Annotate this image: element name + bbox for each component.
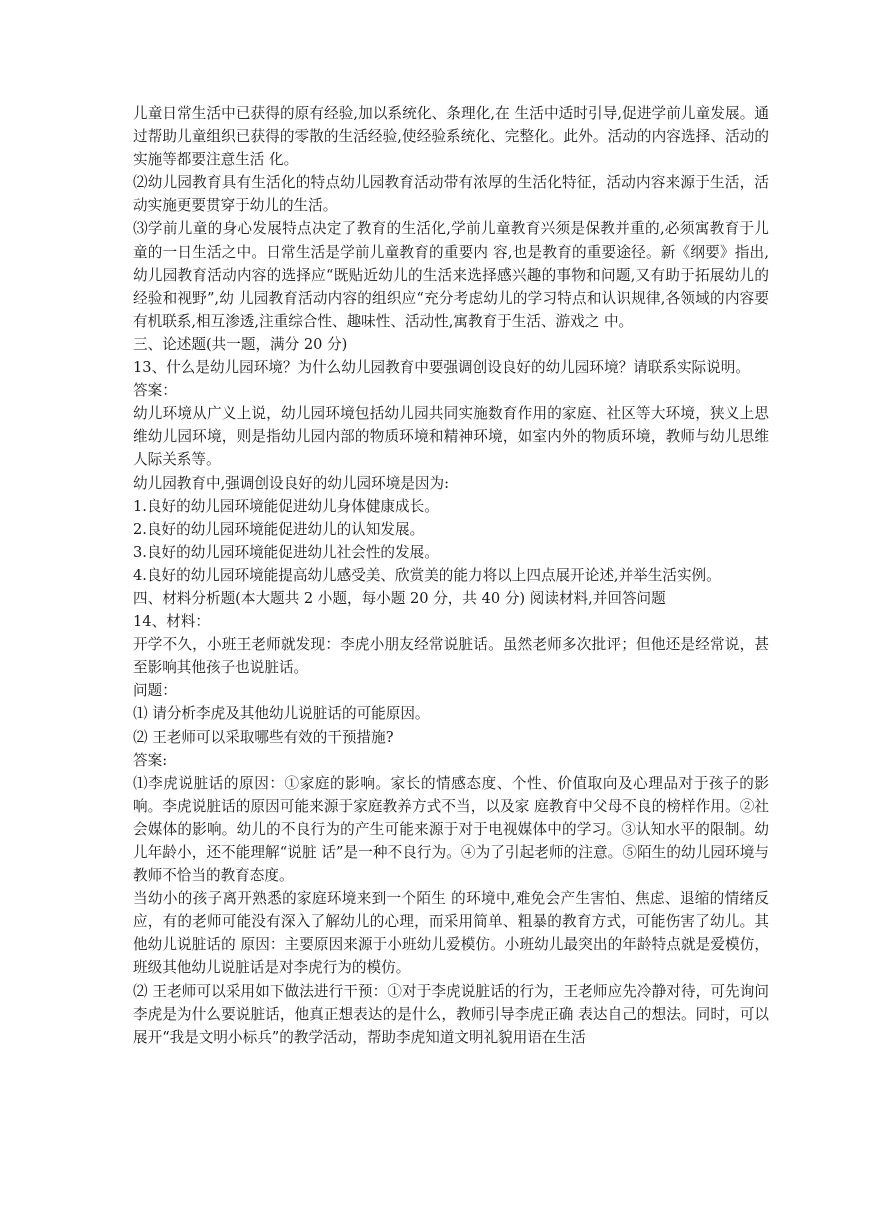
answer-intervention: ⑵ 王老师可以采用如下做法进行干预：①对于李虎说脏话的行为，王老师应先冷静对待，可先询问李虎是为什么要说脏话，他真正想表达的是什么，教师引导李虎正确 表达自己的想法。同时，可以展开“我是文明小标兵”的教学活动，帮助李虎知道文明礼貌用语在生活	[133, 982, 769, 1046]
answer-list-item-3: 3.良好的幼儿园环境能促进幼儿社会性的发展。	[133, 543, 439, 561]
question-13: 13、什么是幼儿园环境？为什么幼儿园教育中要强调创设良好的幼儿园环境？请联系实际说明。	[133, 359, 750, 377]
answer-reason-intro: 幼儿园教育中,强调创设良好的幼儿园环境是因为:	[133, 474, 450, 492]
material-text: 开学不久，小班王老师就发现：李虎小朋友经常说脏话。虽然老师多次批评；但他还是经常说，甚至影响其他孩子也说脏话。	[133, 636, 769, 677]
answer-environment-definition: 幼儿环境从广义上说，幼儿园环境包括幼儿园共同实施数育作用的家庭、社区等大环境，狭义上思维幼儿园环境，则是指幼儿园内部的物质环境和精神环境，如室内外的物质环境，教师与幼儿思维人际关系等。	[133, 405, 769, 469]
question-item-2: ⑵ 王老师可以采取哪些有效的干预措施?	[133, 728, 394, 746]
answer-causes: ⑴李虎说脏话的原因：①家庭的影响。家长的情感态度、个性、价值取向及心理品对于孩子的影响。李虎说脏话的原因可能来源于家庭教养方式不当，以及家 庭教育中父母不良的榜样作用。②社会媒体的影响。幼儿的不良行为的产生可能来源于对于电视媒体中的学习。③认知水平的限制。幼儿年龄小，还不能理解“说脏 话”是一种不良行为。④为了引起老师的注意。⑤陌生的幼儿园环境与教师不恰当的教育态度。	[133, 774, 769, 885]
section-heading-material: 四、材料分析题(本大题共 2 小题，每小题 20 分，共 40 分) 阅读材料,并回答问题	[133, 589, 666, 607]
paragraph-sublimation-intro: 儿童日常生活中已获得的原有经验,加以系统化、条理化,在 生活中适时引导,促进学前儿童发展。通过帮助儿童组织已获得的零散的生活经验,使经验系统化、完整化。此外。活动的内容选择、活动的实施等都要注意生活 化。	[133, 105, 769, 169]
answer-label: 答案：	[133, 382, 177, 400]
question-14-label: 14、材料：	[133, 613, 210, 631]
paragraph-point-2: ⑵幼儿园教育具有生活化的特点幼儿园教育活动带有浓厚的生活化特征，活动内容来源于生活，活动实施更要贯穿于幼儿的生活。	[133, 174, 769, 215]
paragraph-point-3: ⑶学前儿童的身心发展特点决定了教育的生活化,学前儿童教育兴须是保教并重的,必须寓教育于儿童的一日生活之中。日常生活是学前儿童教育的重要内 容,也是教育的重要途径。新《纲要》指出,幼儿园教育活动内容的选择应“既贴近幼儿的生活来选择感兴趣的事物和问题,又有助于拓展幼儿的经验和视野”,幼 儿园教育活动内容的组织应“充分考虑幼儿的学习特点和认识规律,各领域的内容要有机联系,相互渗透,注重综合性、趣味性、活动性,寓教育于生活、游戏之 中。	[133, 220, 769, 330]
answer-label-2: 答案:	[133, 751, 168, 769]
document-body	[133, 102, 769, 1049]
section-heading-essay: 三、论述题(共一题，满分 20 分)	[133, 335, 348, 353]
questions-label: 问题：	[133, 682, 177, 700]
answer-environment-change: 当幼小的孩子离开熟悉的家庭环境来到一个陌生 的环境中,难免会产生害怕、焦虑、退缩的情绪反应，有的老师可能没有深入了解幼儿的心理，而采用简单、粗暴的教育方式，可能伤害了幼儿。其他幼儿说脏话的 原因：主要原因来源于小班幼儿爱模仿。小班幼儿最突出的年龄特点就是爱模仿，班级其他幼儿说脏话是对李虎行为的模仿。	[133, 890, 769, 977]
answer-list-item-4: 4.良好的幼儿园环境能提高幼儿感受美、欣赏美的能力将以上四点展开论述,并举生活实例。	[133, 566, 721, 584]
answer-list-item-1: 1.良好的幼儿园环境能促进幼儿身体健康成长。	[133, 497, 439, 515]
answer-list-item-2: 2.良好的幼儿园环境能促进幼儿的认知发展。	[133, 520, 425, 538]
question-item-1: ⑴ 请分析李虎及其他幼儿说脏话的可能原因。	[133, 705, 430, 723]
